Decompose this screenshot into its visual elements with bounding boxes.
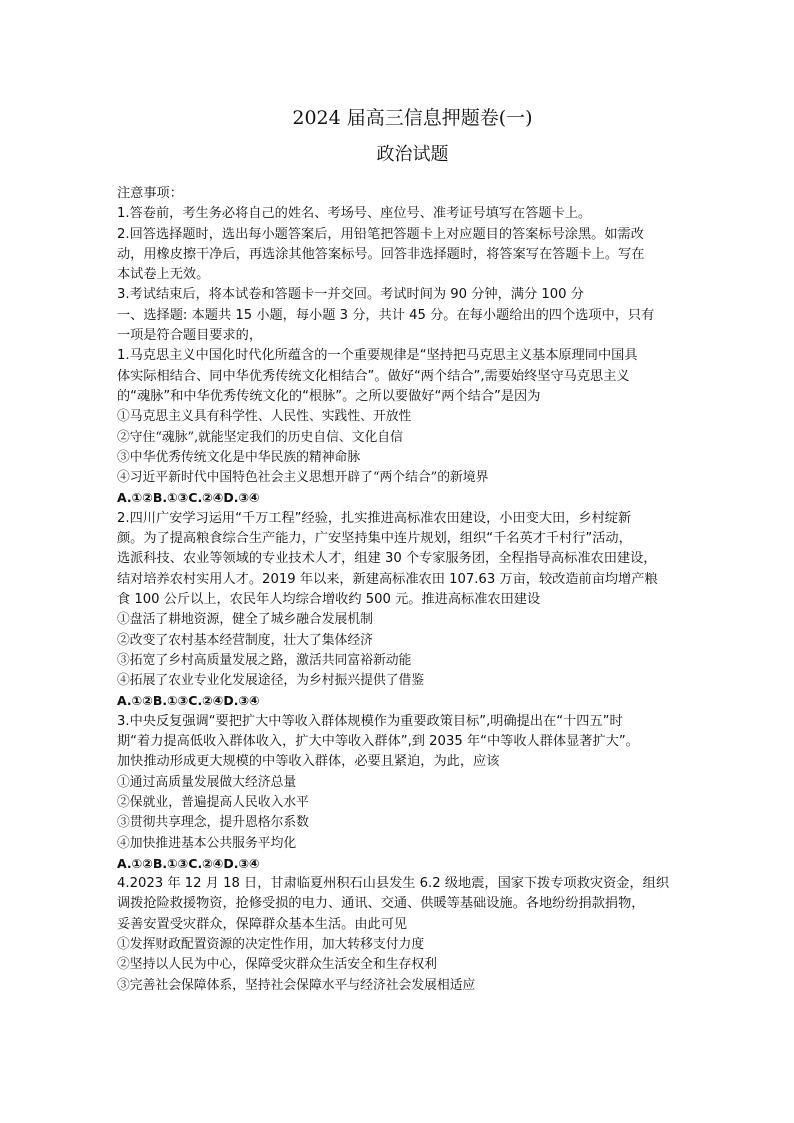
notice-line: 本试卷上无效。: [117, 267, 210, 283]
notice-block: [117, 184, 708, 306]
question-option: ③贯彻共享理念，提升恩格尔系数: [117, 815, 309, 831]
question-stem: 食 100 公斤以上，农民年人均综合增收约 500 元。推进高标准农田建设: [117, 591, 541, 607]
notice-line: 动，用橡皮擦干净后，再选涂其他答案标号。回答非选择题时，将答案写在答题卡上。写在: [117, 246, 645, 262]
question-stem: 1.马克思主义中国化时代化所蕴含的一个重要规律是“坚持把马克思主义基本原理同中国具: [117, 348, 638, 364]
question-stem: 选派科技、农业等领域的专业技术人才，组建 30 个专家服务团，全程指导高标准农田建设，: [117, 551, 657, 567]
question-option: ②守住“魂脉”,就能坚定我们的历史自信、文化自信: [117, 429, 403, 445]
section-line: 一项是符合题目要求的，: [117, 328, 263, 344]
question-4: [117, 874, 708, 996]
question-option: ③完善社会保障体系，坚持社会保障水平与经济社会发展相适应: [117, 977, 476, 993]
section-line: 一、选择题: 本题共 15 小题，每小题 3 分，共计 45 分。在每小题给出的四个选项中，只有: [117, 307, 655, 323]
question-option: ③中华优秀传统文化是中华民族的精神命脉: [117, 449, 361, 465]
question-option: ①盘活了耕地资源，健全了城乡融合发展机制: [117, 612, 373, 628]
question-stem: 3.中央反复强调“要把扩大中等收入群体规模作为重要政策目标”,明确提出在“十四五”时: [117, 713, 623, 729]
question-stem: 加快推动形成更大规模的中等收入群体，必要且紧迫，为此，应该: [117, 754, 500, 770]
question-stem: 的“魂脉”和中华优秀传统文化的“根脉”。之所以要做好“两个结合”是因为: [117, 388, 541, 404]
question-option: ①马克思主义具有科学性、人民性、实践性、开放性: [117, 409, 412, 425]
answer-choices: A.①②B.①③C.②④D.③④: [117, 693, 260, 709]
question-stem: 期“着力提高低收入群体收入，扩大中等收入群体”,到 2035 年“中等收人群体显著扩大”。: [117, 734, 639, 750]
question-1: [117, 346, 708, 508]
question-option: ①发挥财政配置资源的决定性作用，加大转移支付力度: [117, 936, 425, 952]
question-option: ②坚持以人民为中心，保障受灾群众生活安全和生存权利: [117, 957, 437, 973]
question-option: ②保就业，普遍提高人民收入水平: [117, 794, 309, 810]
section-heading: [117, 306, 708, 347]
exam-title: 2024 届高三信息押题卷(一): [292, 107, 533, 129]
answer-choices: A.①②B.①③C.②④D.③④: [117, 490, 260, 506]
question-3: [117, 712, 708, 874]
question-stem: 颜。为了提高粮食综合生产能力，广安坚持集中连片规划，组织“千名英才千村行”活动，: [117, 531, 632, 547]
answer-choices: A.①②B.①③C.②④D.③④: [117, 855, 260, 871]
notice-heading: 注意事项：: [117, 186, 183, 201]
subject-title: 政治试题: [376, 144, 449, 165]
question-option: ④加快推进基本公共服务平均化: [117, 835, 297, 851]
question-stem: 体实际相结合、同中华优秀传统文化相结合”。做好“两个结合”,需要始终坚守马克思主义: [117, 368, 630, 384]
question-stem: 调拨抢险救援物资，抢修受损的电力、通讯、交通、供暖等基础设施。各地纷纷捐款捐物，: [117, 896, 645, 912]
question-option: ①通过高质量发展做大经济总量: [117, 774, 297, 790]
question-2: [117, 509, 708, 712]
question-stem: 妥善安置受灾群众，保障群众基本生活。由此可见: [117, 916, 408, 932]
notice-line: 2.回答选择题时，选出每小题答案后，用铅笔把答题卡上对应题目的答案标号涂黑。如需改: [117, 226, 644, 242]
notice-line: 3.考试结束后，将本试卷和答题卡一并交回。考试时间为 90 分钟，满分 100 分: [117, 287, 584, 303]
question-option: ③拓宽了乡村高质量发展之路，激活共同富裕新动能: [117, 652, 412, 668]
notice-line: 1.答卷前，考生务必将自己的姓名、考场号、座位号、准考证号填写在答题卡上。: [117, 206, 592, 222]
question-stem: 2.四川广安学习运用“千万工程”经验，扎实推进高标准农田建设，小田变大田，乡村绽新: [117, 510, 632, 526]
question-option: ②改变了农村基本经营制度，壮大了集体经济: [117, 632, 373, 648]
question-option: ④拓展了农业专业化发展途径，为乡村振兴提供了借鉴: [117, 673, 425, 689]
question-stem: 结对培养农村实用人才。2019 年以来，新建高标准农田 107.63 万亩，较改造前亩均增产粮: [117, 571, 658, 587]
question-option: ④习近平新时代中国特色社会主义思想开辟了“两个结合”的新境界: [117, 470, 489, 486]
question-stem: 4.2023 年 12 月 18 日，甘肃临夏州积石山县发生 6.2 级地震，国家下拨专项救灾资金，组织: [117, 876, 670, 892]
